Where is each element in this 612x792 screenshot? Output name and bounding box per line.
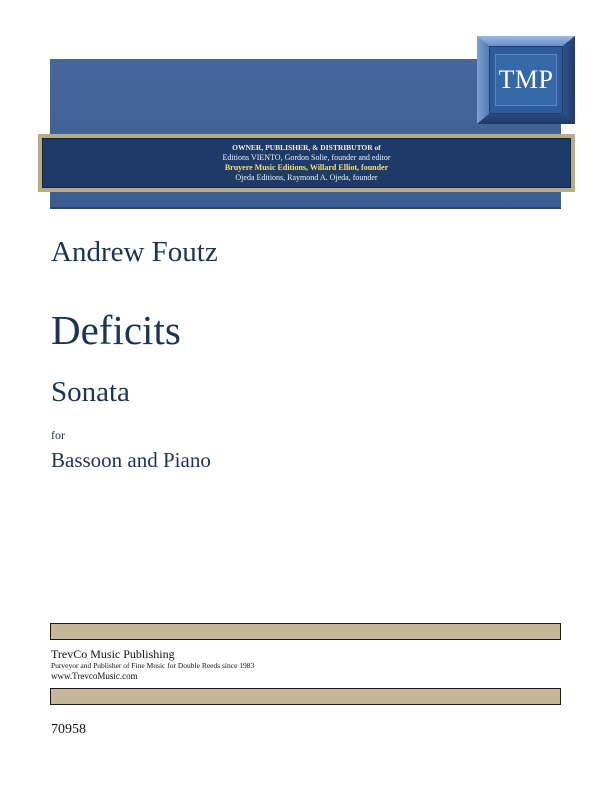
distributor-line-ojeda: Ojeda Editions, Raymond A. Ojeda, founder <box>235 173 378 182</box>
logo-bevel-top <box>477 36 575 46</box>
logo-bevel-bottom <box>477 114 575 124</box>
logo-face-inner <box>495 54 557 106</box>
work-title: Deficits <box>51 307 181 353</box>
publisher-url: www.TrevcoMusic.com <box>51 671 138 681</box>
composer-name: Andrew Foutz <box>51 236 218 268</box>
logo-text: TMP <box>498 65 554 94</box>
footer-bar-bottom <box>50 688 561 705</box>
distributor-line-bruyere: Bruyere Music Editions, Willard Elliot, founder <box>224 163 389 172</box>
distributor-line-viento: Editions VIENTO, Gordon Solie, founder and editor <box>222 153 391 162</box>
logo-bevel-left <box>477 36 489 124</box>
tmp-logo <box>477 36 575 124</box>
catalog-number: 70958 <box>51 722 86 737</box>
for-label: for <box>51 428 65 442</box>
publisher-tagline: Purveyor and Publisher of Fine Music for Double Reeds since 1983 <box>51 661 255 670</box>
logo-bevel-right <box>563 36 575 124</box>
distributor-box-inner <box>42 138 571 188</box>
publisher-name: TrevCo Music Publishing <box>51 647 175 661</box>
instrumentation: Bassoon and Piano <box>51 448 211 472</box>
distributor-heading: OWNER, PUBLISHER, & DISTRIBUTOR of <box>232 143 381 152</box>
distributor-box <box>38 134 575 192</box>
footer-bar-top <box>50 623 561 640</box>
work-subtitle: Sonata <box>51 376 130 408</box>
logo-face <box>489 46 563 114</box>
